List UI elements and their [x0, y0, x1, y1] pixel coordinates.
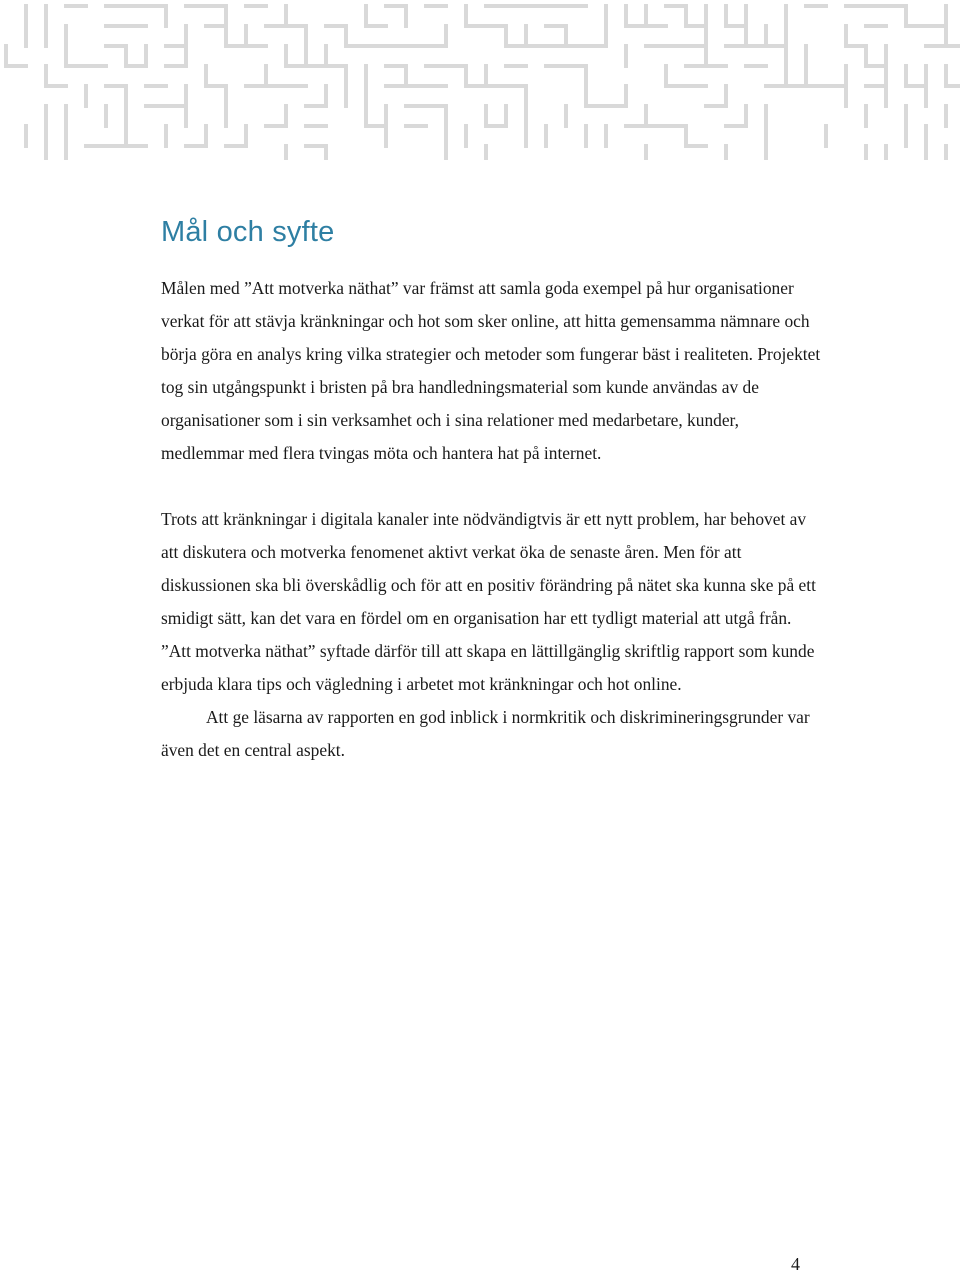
document-body [161, 212, 821, 767]
page-number: 4 [791, 1254, 800, 1274]
paragraph-goals: Målen med ”Att motverka näthat” var främst att samla goda exempel på hur organisationer verkat för att stävja kränkningar och hot som sker online, att hitta gemensamma nämnare och börja göra en analys kring vilka strategier och metoder som fungerar bäst i realiteten. Projektet tog sin utgångspunkt i bristen på bra handledningsmaterial som kunde användas av de organisationer som i sin verksamhet och i sina relationer med medarbetare, kunder, medlemmar med flera tvingas möta och hantera hat på internet. [161, 278, 821, 463]
paragraph-norm-critique: Att ge läsarna av rapporten en god inblick i normkritik och diskrimineringsgrunder var även det en central aspekt. [161, 707, 810, 760]
paragraph-context: Trots att kränkningar i digitala kanaler inte nödvändigtvis är ett nytt problem, har behovet av att diskutera och motverka fenomenet aktivt verkat öka de senaste åren. Men för att diskussionen ska bli överskådlig och för att en positiv förändring på nätet ska kunna ske på ett smidigt sätt, kan det vara en fördel om en organisation har ett tydligt material att utgå från. ”Att motverka näthat” syftade därför till att skapa en lättillgänglig skriftlig rapport som kunde erbjuda klara tips och vägledning i arbetet mot kränkningar och hot online. [161, 509, 816, 694]
page-title: Mål och syfte [161, 216, 335, 248]
maze-grid-pattern-icon [0, 0, 960, 160]
